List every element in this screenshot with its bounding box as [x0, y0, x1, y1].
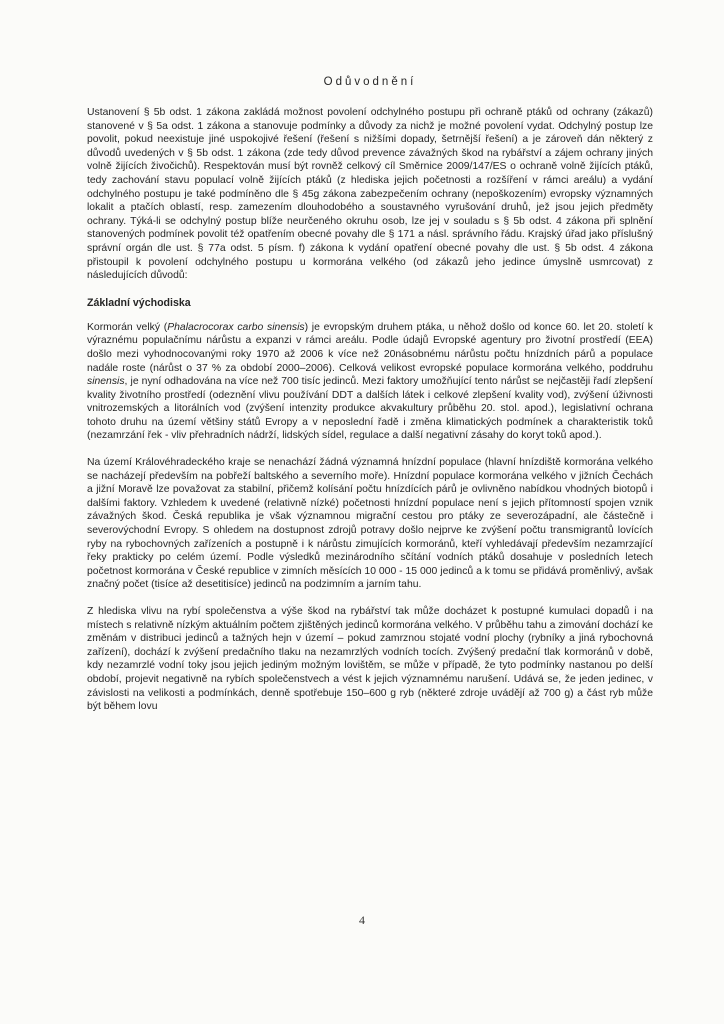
page-heading: Odůvodnění — [323, 76, 417, 88]
text-run: , je nyní odhadována na více než 700 tisíc jedinců. Mezi faktory umožňující tento nárůst se nejčastěji řadí zlepšení kvality životního prostředí (odeznění vlivu používání DDT a dalších látek i celkové zlepšení kvality vod), zvýšení úživnosti vnitrozemských a litorálních vod (zvýšení intenzity produkce akvakultury průběhu 20. stol. apod.), legislativní ochrana tohoto druhu na území většiny států Evropy a v neposlední řadě i změna klimatických podmínek a charakteristik toků (nezamrzání řek - vliv přehradních nádrží, lidských sídel, regulace a další negativní zásahy do koryt toků apod.). — [87, 376, 653, 442]
paragraph — [87, 106, 653, 283]
text-run: Z hlediska vlivu na rybí společenstva a výše škod na rybářství tak může docházet k postupné kumulaci dopadů i na místech s relativně nízkým aktuálním počtem zjištěných jedinců kormorána velkého. V průběhu tahu a zimování dochází ke změnám v distribuci jedinců a tažných hejn v území – pokud zamrznou stojaté vodní plochy (rybníky a jiná rybochovná zařízení), dochází k zvýšení predačního tlaku na nezamrzlých vodních tocích. Zvýšený predační tlak kormoránů v době, kdy nezamrzlé vodní toky jsou jejich jediným možným lovištěm, se může v případě, že tyto podmínky nastanou po delší období, projevit negativně na rybích společenstvech a vést k jejich významnému narušení. Udává se, že jeden jedinec, v závislosti na velikosti a podmínkách, denně spotřebuje 150–600 g ryb (některé zdroje uvádějí až 700 g) a část ryb může být během lovu — [87, 606, 653, 713]
italic-text: sinensis — [87, 376, 125, 388]
paragraph — [87, 605, 653, 714]
intro-section — [87, 106, 653, 283]
italic-text: Phalacrocorax carbo sinensis — [167, 321, 305, 333]
text-run: Na území Královéhradeckého kraje se nenachází žádná významná hnízdní populace (hlavní hnízdiště kormorána velkého se nacházejí především na pobřeží baltského a severního moře). Hnízdní populace kormorána velkého v jižních Čechách a jižní Moravě lze považovat za stabilní, přičemž kolísání počtu hnízdících párů je ovlivněno nabídkou vhodných biotopů i dalšími faktory. Vzhledem k uvedené (relativně nízké) početnosti hnízdní populace není s jejich přítomností spojen vznik závažných škod. Česká republika je však významnou migrační cestou pro ptáky ze severozápadní, ale částečně i severovýchodní Evropy. S ohledem na dostupnost zdrojů potravy došlo nejprve ke zvýšení počtu transmigrantů lovících ryby na rybochovných zařízeních a postupně i k nárůstu zimujících kormoránů, kteří vyhledávají především nezamrzající řeky prakticky po celém území. Podle výsledků mezinárodního sčítání vodních ptáků dosahuje v posledních letech početnost kormorána v České republice v zimních měsících 10 000 - 15 000 jedinců a k tomu se přidává proměnlivý, avšak značný počet (tisíce až desetitisíce) jedinců na podzimním a jarním tahu. — [87, 457, 653, 591]
section-title: Základní východiska — [87, 296, 191, 309]
basics-section — [87, 321, 653, 714]
text-run: Ustanovení § 5b odst. 1 zákona zakládá možnost povolení odchylného postupu při ochraně ptáků od ochrany (zákazů) stanovené v § 5a odst. 1 zákona a stanovuje podmínky a důvody za nichž je možné povolení vydat. Odchylný postup lze povolit, pokud neexistuje jiné uspokojivé řešení (řešení s nižšími dopady, šetrnější řešení) a je zároveň dán některý z důvodů uvedených v § 5b odst. 1 zákona (zde tedy důvod prevence závažných škod na rybářství a zájem ochrany jiných volně žijících živočichů). Respektován musí být rovněž celkový cíl Směrnice 2009/147/ES o ochraně volně žijících ptáků, tedy zachování stavu populací volně žijících ptáků (z hlediska jejich početnosti a rozšíření v rámci areálu) a vydání odchylného postupu je také podmíněno dle § 45g zákona zabezpečením ochrany (nepoškozením) evropsky významných lokalit a ptačích oblastí, resp. zamezením dlouhodobého a soustavného vyrušování druhů, jež jsou jejich předměty ochrany. Týká-li se odchylný postup blíže neurčeného okruhu osob, lze jej v souladu s § 5b odst. 4 zákona při splnění stanovených podmínek povolit též opatřením obecné povahy dle § 171 a násl. správního řádu. Krajský úřad jako příslušný správní orgán dle ust. § 77a odst. 5 písm. f) zákona k vydání opatření obecné povahy dle ust. § 5b odst. 4 zákona přistoupil k povolení odchylného postupu u kormorána velkého (od zákazů jeho jedince úmyslně usmrcovat) z následujících důvodů: — [87, 107, 653, 282]
text-run: ) je evropským druhem ptáka, u něhož došlo od konce 60. let 20. století k výraznému populačnímu nárůstu a expanzi v rámci areálu. Podle údajů Evropské agentury pro životní prostředí (EEA) došlo mezi vyhodnocovanými roky 1970 až 2006 k více než 20násobnému nárůstu počtu hnízdních párů a populace nadále roste (nárůst o 37 % za období 2000–2006). Celková velikost evropské populace kormorána velkého, poddruhu — [87, 321, 653, 374]
paragraph — [87, 321, 653, 443]
document-body — [87, 66, 653, 714]
paragraph — [87, 456, 653, 592]
page-number: 4 — [359, 913, 365, 927]
text-run: Kormorán velký ( — [87, 321, 168, 333]
